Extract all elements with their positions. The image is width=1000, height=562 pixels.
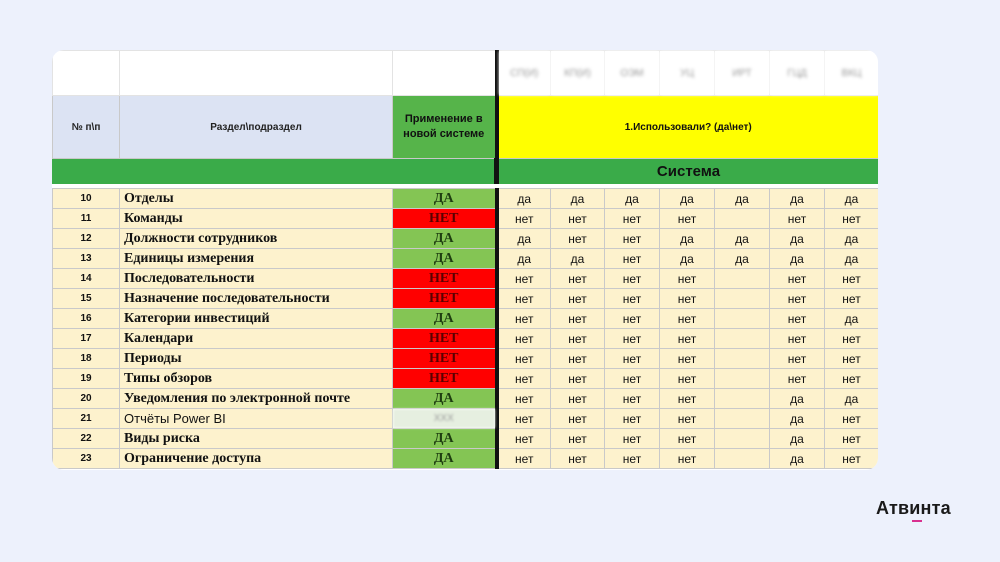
row-answer-cell[interactable] [715, 369, 770, 389]
row-answer-cell[interactable]: да [660, 229, 715, 249]
row-answer-cell[interactable]: нет [825, 329, 879, 349]
row-answer-cell[interactable]: нет [497, 389, 551, 409]
row-number[interactable]: 17 [53, 329, 120, 349]
row-answer-cell[interactable]: нет [825, 449, 879, 469]
row-answer-cell[interactable]: да [660, 249, 715, 269]
row-answer-cell[interactable]: да [497, 249, 551, 269]
row-answer-cell[interactable]: да [660, 189, 715, 209]
row-answer-cell[interactable]: нет [497, 449, 551, 469]
row-section-name[interactable]: Команды [120, 209, 393, 229]
row-answer-cell[interactable]: нет [825, 409, 879, 429]
row-answer-cell[interactable]: да [715, 229, 770, 249]
row-answer-cell[interactable]: нет [605, 249, 660, 269]
row-answer-cell[interactable]: нет [605, 269, 660, 289]
band-left[interactable] [53, 159, 497, 184]
row-number[interactable]: 23 [53, 449, 120, 469]
row-answer-cell[interactable]: нет [497, 289, 551, 309]
row-answer-cell[interactable]: нет [770, 289, 825, 309]
header-row [53, 96, 879, 159]
row-answer-cell[interactable] [715, 329, 770, 349]
row-apply-status[interactable]: НЕТ [393, 289, 497, 309]
row-answer-cell[interactable]: нет [551, 409, 605, 429]
row-answer-cell[interactable]: нет [660, 369, 715, 389]
row-number[interactable]: 19 [53, 369, 120, 389]
table-row [53, 309, 879, 329]
table-row [53, 329, 879, 349]
row-answer-cell[interactable]: да [770, 249, 825, 269]
row-answer-cell[interactable]: нет [497, 329, 551, 349]
row-answer-cell[interactable]: нет [605, 449, 660, 469]
row-answer-cell[interactable]: да [715, 189, 770, 209]
row-answer-cell[interactable]: да [770, 189, 825, 209]
row-apply-status[interactable]: XXX [393, 409, 497, 429]
row-answer-cell[interactable]: да [825, 389, 879, 409]
table-row [53, 409, 879, 429]
row-answer-cell[interactable]: да [770, 409, 825, 429]
row-section-name[interactable]: Периоды [120, 349, 393, 369]
row-answer-cell[interactable]: нет [605, 229, 660, 249]
row-answer-cell[interactable]: нет [551, 389, 605, 409]
row-answer-cell[interactable]: да [497, 189, 551, 209]
row-answer-cell[interactable] [715, 429, 770, 449]
row-answer-cell[interactable]: нет [660, 269, 715, 289]
row-answer-cell[interactable]: нет [660, 409, 715, 429]
row-answer-cell[interactable]: да [551, 189, 605, 209]
column-code-2[interactable]: КП(И) [551, 51, 605, 96]
row-apply-status[interactable]: НЕТ [393, 369, 497, 389]
row-answer-cell[interactable]: нет [605, 329, 660, 349]
row-answer-cell[interactable]: нет [770, 269, 825, 289]
row-apply-status[interactable]: ДА [393, 229, 497, 249]
row-number[interactable]: 18 [53, 349, 120, 369]
header-section[interactable]: Раздел\подраздел [120, 96, 393, 159]
row-number[interactable]: 12 [53, 229, 120, 249]
column-code-6[interactable]: ГЦД [770, 51, 825, 96]
row-answer-cell[interactable]: нет [551, 329, 605, 349]
row-answer-cell[interactable]: нет [605, 389, 660, 409]
row-answer-cell[interactable]: да [605, 189, 660, 209]
row-answer-cell[interactable] [715, 309, 770, 329]
row-answer-cell[interactable]: нет [551, 269, 605, 289]
brand-logo: Атвинта [876, 498, 951, 518]
row-answer-cell[interactable]: нет [660, 349, 715, 369]
row-apply-status[interactable]: ДА [393, 429, 497, 449]
row-answer-cell[interactable]: нет [497, 309, 551, 329]
table-row [53, 349, 879, 369]
row-answer-cell[interactable]: нет [551, 349, 605, 369]
row-apply-status[interactable]: НЕТ [393, 209, 497, 229]
row-answer-cell[interactable]: нет [770, 329, 825, 349]
header-question[interactable]: 1.Использовали? (да\нет) [497, 96, 879, 159]
row-answer-cell[interactable]: нет [660, 329, 715, 349]
table-row [53, 209, 879, 229]
row-number[interactable]: 14 [53, 269, 120, 289]
blank-cell[interactable] [393, 51, 497, 96]
column-code-3[interactable]: ОЭМ [605, 51, 660, 96]
row-section-name[interactable]: Типы обзоров [120, 369, 393, 389]
table-row [53, 189, 879, 209]
row-answer-cell[interactable]: нет [770, 349, 825, 369]
row-answer-cell[interactable]: нет [660, 309, 715, 329]
row-number[interactable]: 22 [53, 429, 120, 449]
table-row [53, 269, 879, 289]
row-answer-cell[interactable] [715, 409, 770, 429]
row-answer-cell[interactable]: нет [605, 209, 660, 229]
row-number[interactable]: 15 [53, 289, 120, 309]
row-section-name[interactable]: Должности сотрудников [120, 229, 393, 249]
row-answer-cell[interactable]: нет [551, 229, 605, 249]
row-answer-cell[interactable]: нет [551, 369, 605, 389]
column-code-5[interactable]: ИРТ [715, 51, 770, 96]
row-answer-cell[interactable]: нет [660, 209, 715, 229]
row-answer-cell[interactable]: нет [825, 349, 879, 369]
header-num[interactable]: № п\п [53, 96, 120, 159]
row-answer-cell[interactable]: нет [660, 289, 715, 309]
header-apply[interactable]: Применение в новой системе [393, 96, 497, 159]
row-answer-cell[interactable]: нет [605, 369, 660, 389]
row-apply-status[interactable]: ДА [393, 249, 497, 269]
blank-cell[interactable] [120, 51, 393, 96]
row-answer-cell[interactable]: да [770, 449, 825, 469]
row-answer-cell[interactable]: нет [825, 269, 879, 289]
row-answer-cell[interactable]: нет [770, 309, 825, 329]
table-row [53, 229, 879, 249]
row-apply-status[interactable]: ДА [393, 449, 497, 469]
row-answer-cell[interactable]: нет [605, 349, 660, 369]
row-number[interactable]: 21 [53, 409, 120, 429]
row-section-name[interactable]: Последовательности [120, 269, 393, 289]
row-answer-cell[interactable]: да [825, 189, 879, 209]
table-row [53, 369, 879, 389]
row-number[interactable]: 13 [53, 249, 120, 269]
row-number[interactable]: 20 [53, 389, 120, 409]
band-title[interactable]: Система [497, 159, 879, 184]
row-answer-cell[interactable]: да [770, 389, 825, 409]
row-answer-cell[interactable]: да [825, 309, 879, 329]
row-answer-cell[interactable]: да [715, 249, 770, 269]
top-header-row [53, 51, 879, 96]
row-answer-cell[interactable]: да [825, 229, 879, 249]
row-answer-cell[interactable]: нет [605, 409, 660, 429]
row-answer-cell[interactable]: нет [605, 289, 660, 309]
spreadsheet-card [52, 50, 878, 470]
row-answer-cell[interactable] [715, 349, 770, 369]
row-section-name[interactable]: Назначение последовательности [120, 289, 393, 309]
row-section-name[interactable]: Виды риска [120, 429, 393, 449]
row-answer-cell[interactable]: нет [497, 209, 551, 229]
row-answer-cell[interactable]: нет [497, 269, 551, 289]
row-answer-cell[interactable]: нет [660, 389, 715, 409]
row-number[interactable]: 10 [53, 189, 120, 209]
row-answer-cell[interactable]: нет [551, 449, 605, 469]
table-row [53, 389, 879, 409]
row-section-name[interactable]: Ограничение доступа [120, 449, 393, 469]
row-answer-cell[interactable] [715, 449, 770, 469]
row-answer-cell[interactable]: нет [825, 209, 879, 229]
row-apply-status[interactable]: НЕТ [393, 269, 497, 289]
row-answer-cell[interactable]: нет [660, 429, 715, 449]
row-answer-cell[interactable]: нет [660, 449, 715, 469]
row-section-name[interactable]: Отделы [120, 189, 393, 209]
row-answer-cell[interactable] [715, 289, 770, 309]
row-answer-cell[interactable]: да [497, 229, 551, 249]
row-answer-cell[interactable]: нет [497, 409, 551, 429]
row-answer-cell[interactable]: нет [825, 369, 879, 389]
row-answer-cell[interactable]: да [770, 429, 825, 449]
column-code-7[interactable]: ВКЦ [825, 51, 879, 96]
row-number[interactable]: 16 [53, 309, 120, 329]
column-code-4[interactable]: УЦ [660, 51, 715, 96]
row-section-name[interactable]: Отчёты Power BI [120, 409, 393, 429]
row-answer-cell[interactable] [715, 389, 770, 409]
row-answer-cell[interactable]: да [551, 249, 605, 269]
row-number[interactable]: 11 [53, 209, 120, 229]
section-band [53, 159, 879, 184]
row-section-name[interactable]: Единицы измерения [120, 249, 393, 269]
table-row [53, 449, 879, 469]
row-apply-status[interactable]: ДА [393, 189, 497, 209]
table-row [53, 249, 879, 269]
row-answer-cell[interactable]: нет [551, 289, 605, 309]
row-apply-status[interactable]: ДА [393, 389, 497, 409]
brand-accent [912, 520, 922, 522]
row-answer-cell[interactable]: нет [605, 429, 660, 449]
row-section-name[interactable]: Календари [120, 329, 393, 349]
row-answer-cell[interactable]: нет [551, 429, 605, 449]
row-apply-status[interactable]: НЕТ [393, 329, 497, 349]
row-answer-cell[interactable]: нет [497, 429, 551, 449]
row-answer-cell[interactable]: нет [770, 209, 825, 229]
row-apply-status[interactable]: ДА [393, 309, 497, 329]
blank-cell[interactable] [53, 51, 120, 96]
row-answer-cell[interactable]: нет [497, 349, 551, 369]
row-answer-cell[interactable]: да [825, 249, 879, 269]
row-section-name[interactable]: Категории инвестиций [120, 309, 393, 329]
row-answer-cell[interactable]: нет [770, 369, 825, 389]
row-answer-cell[interactable]: да [770, 229, 825, 249]
row-answer-cell[interactable]: нет [825, 429, 879, 449]
row-answer-cell[interactable]: нет [551, 209, 605, 229]
column-code-1[interactable]: СП(И) [497, 51, 551, 96]
row-answer-cell[interactable] [715, 209, 770, 229]
row-apply-status[interactable]: НЕТ [393, 349, 497, 369]
row-answer-cell[interactable]: нет [605, 309, 660, 329]
table-row [53, 429, 879, 449]
row-answer-cell[interactable]: нет [825, 289, 879, 309]
row-answer-cell[interactable]: нет [497, 369, 551, 389]
row-section-name[interactable]: Уведомления по электронной почте [120, 389, 393, 409]
table-row [53, 289, 879, 309]
row-answer-cell[interactable] [715, 269, 770, 289]
row-answer-cell[interactable]: нет [551, 309, 605, 329]
spreadsheet-table [52, 50, 878, 469]
